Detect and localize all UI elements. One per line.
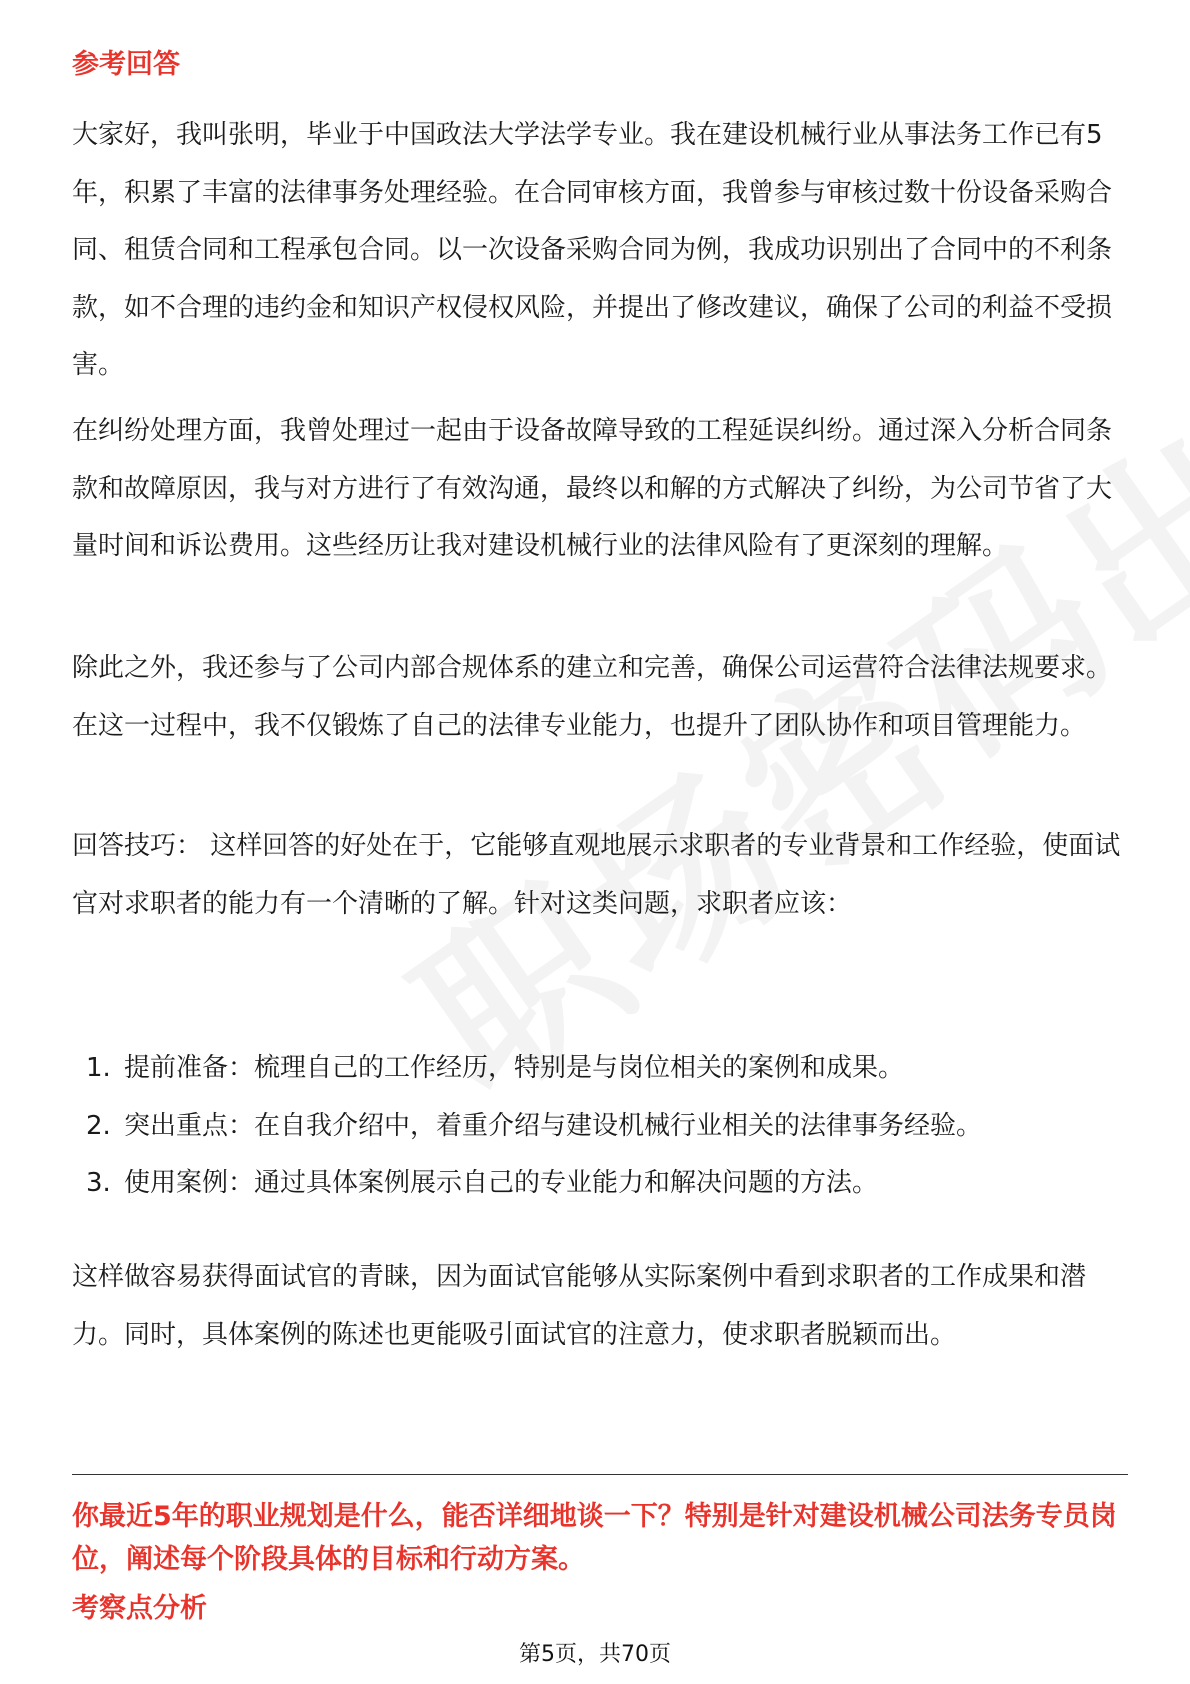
tips-list: [72, 1040, 1122, 1213]
list-item: [72, 1155, 1122, 1213]
answer-paragraph-2: 在纠纷处理方面，我曾处理过一起由于设备故障导致的工程延误纠纷。通过深入分析合同条款和故障原因，我与对方进行了有效沟通，最终以和解的方式解决了纠纷，为公司节省了大量时间和诉讼费用。这些经历让我对建设机械行业的法律风险有了更深刻的理解。: [72, 416, 1113, 561]
list-text: 使用案例：通过具体案例展示自己的专业能力和解决问题的方法。: [124, 1168, 879, 1198]
answer-paragraph-3: 除此之外，我还参与了公司内部合规体系的建立和完善，确保公司运营符合法律法规要求。在这一过程中，我不仅锻炼了自己的法律专业能力，也提升了团队协作和项目管理能力。: [72, 653, 1113, 741]
list-item: [72, 1098, 1122, 1156]
next-question: 你最近5年的职业规划是什么，能否详细地谈一下？特别是针对建设机械公司法务专员岗位，阐述每个阶段具体的目标和行动方案。: [72, 1501, 1117, 1575]
section-divider: [72, 1474, 1128, 1475]
list-text: 突出重点：在自我介绍中，着重介绍与建设机械行业相关的法律事务经验。: [124, 1110, 983, 1141]
list-text: 提前准备：梳理自己的工作经历，特别是与岗位相关的案例和成果。: [124, 1053, 905, 1083]
list-item: [72, 1040, 1122, 1098]
reference-answer-heading: 参考回答: [72, 49, 180, 80]
answer-paragraph-1: 大家好，我叫张明，毕业于中国政法大学法学专业。我在建设机械行业从事法务工作已有5年，积累了丰富的法律事务处理经验。在合同审核方面，我曾参与审核过数十份设备采购合同、租赁合同和工程承包合同。以一次设备采购合同为例，我成功识别出了合同中的不利条款，如不合理的违约金和知识产权侵权风险，并提出了修改建议，确保了公司的利益不受损害。: [72, 120, 1113, 380]
list-number: 1.: [86, 1053, 111, 1083]
closing-paragraph: 这样做容易获得面试官的青睐，因为面试官能够从实际案例中看到求职者的工作成果和潜力。同时，具体案例的陈述也更能吸引面试官的注意力，使求职者脱颖而出。: [72, 1262, 1087, 1350]
list-number: 3.: [86, 1168, 111, 1198]
analysis-heading: 考察点分析: [72, 1593, 207, 1624]
list-number: 2.: [86, 1110, 111, 1141]
answer-tips-intro: 回答技巧： 这样回答的好处在于，它能够直观地展示求职者的专业背景和工作经验，使面试官对求职者的能力有一个清晰的了解。针对这类问题，求职者应该：: [72, 831, 1121, 919]
page-number: 第5页，共70页: [519, 1642, 671, 1667]
